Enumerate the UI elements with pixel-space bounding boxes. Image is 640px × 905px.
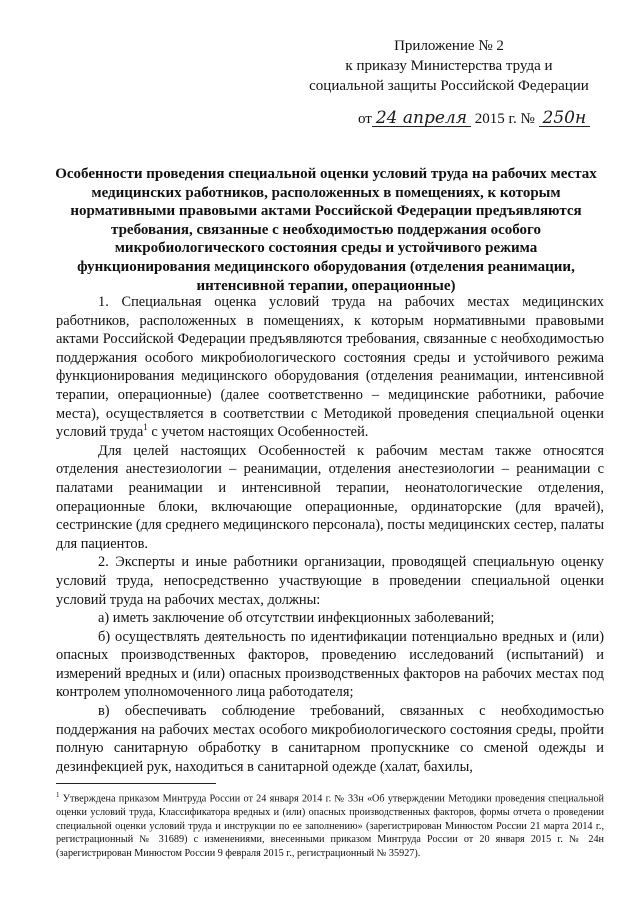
document-title: Особенности проведения специальной оценки условий труда на рабочих местах медицинских работников, расположенных в помещениях, к которым нормативными правовыми актами Российской Федерации предъявляются требования, связанные с необходимостью поддержания особого микробиологического состояния среды и устойчивого режима функционирования медицинского оборудования (отделения реанимации, интенсивной терапии, операционные) <box>55 166 597 294</box>
paragraph-3: 2. Эксперты и иные работники организации, проводящей специальную оценку условий труда, непосредственно участвующие в проведении специальной оценки условий труда на рабочих местах, должны: <box>56 554 604 608</box>
paragraph-1-tail: с учетом настоящих Особенностей. <box>147 424 369 441</box>
footnote-ref: 1 <box>143 422 148 433</box>
appendix-number: Приложение № 2 <box>394 38 504 54</box>
document-body <box>56 293 604 776</box>
footnote <box>56 789 604 860</box>
paragraph-6: в) обеспечивать соблюдение требований, связанных с необходимостью поддержания на рабочих местах особого микробиологического состояния среды, пройти полную санитарную обработку в санитарном пропускнике со сменой одежды и дезинфекцией рук, находиться в санитарной одежде (халат, бахилы, <box>56 703 604 775</box>
appendix-ministry: социальной защиты Российской Федерации <box>309 78 589 94</box>
handwritten-date: 24 апреля <box>372 110 471 127</box>
paragraph-1-text: 1. Специальная оценка условий труда на рабочих местах медицинских работников, расположенных в помещениях, к которым нормативными правовыми актами Российской Федерации предъявляются требования, связанные с необходимостью поддержания особого микробиологического состояния среды и устойчивого режима функционирования медицинского оборудования (отделения реанимации, интенсивной терапии, операционные) (далее соответственно – медицинские работники, рабочие места), осуществляется в соответствии с Методикой проведения специальной оценки условий труда <box>56 294 604 441</box>
appendix-order-ref: к приказу Министерства труда и <box>345 58 553 74</box>
footnote-text: Утверждена приказом Минтруда России от 24 января 2014 г. № 33н «Об утверждении Методики проведения специальной оценки условий труда, Классификатора вредных и (или) опасных производственных факторов, формы отчета о проведении специальной оценки условий труда и инструкции по ее заполнению» (зарегистрирован Минюстом России 21 марта 2014 г., регистрационный № 31689) с изменениями, внесенными приказом Минтруда России от 20 января 2015 г. № 24н (зарегистрирован Минюстом России 9 февраля 2015 г., регистрационный № 35927). <box>56 793 604 859</box>
paragraph-2: Для целей настоящих Особенностей к рабочим местам также относятся отделения анестезиологии – реанимации, отделения анестезиологии – реанимации с палатами реанимации и интенсивной терапии, неонатологические отделения, операционные блоки, включающие операционные, ординаторские (для врачей), сестринские (для среднего медицинского персонала), посты медицинских сестер, палаты для пациентов. <box>56 442 604 552</box>
paragraph-5: б) осуществлять деятельность по идентификации потенциально вредных и (или) опасных производственных факторов, проведению исследований (испытаний) и измерений вредных и (или) опасных производственных факторов на рабочих местах под контролем уполномоченного лица работодателя; <box>56 628 604 701</box>
paragraph-1 <box>56 293 604 442</box>
handwritten-order-number: 250н <box>539 110 591 127</box>
footnote-mark: 1 <box>56 791 60 799</box>
paragraph-4: а) иметь заключение об отсутствии инфекционных заболеваний; <box>98 610 495 627</box>
appendix-header <box>304 36 594 96</box>
footnote-divider <box>56 783 216 784</box>
order-dateline <box>358 110 590 128</box>
date-prefix: от <box>358 111 372 127</box>
year-text: 2015 г. № <box>474 111 535 127</box>
